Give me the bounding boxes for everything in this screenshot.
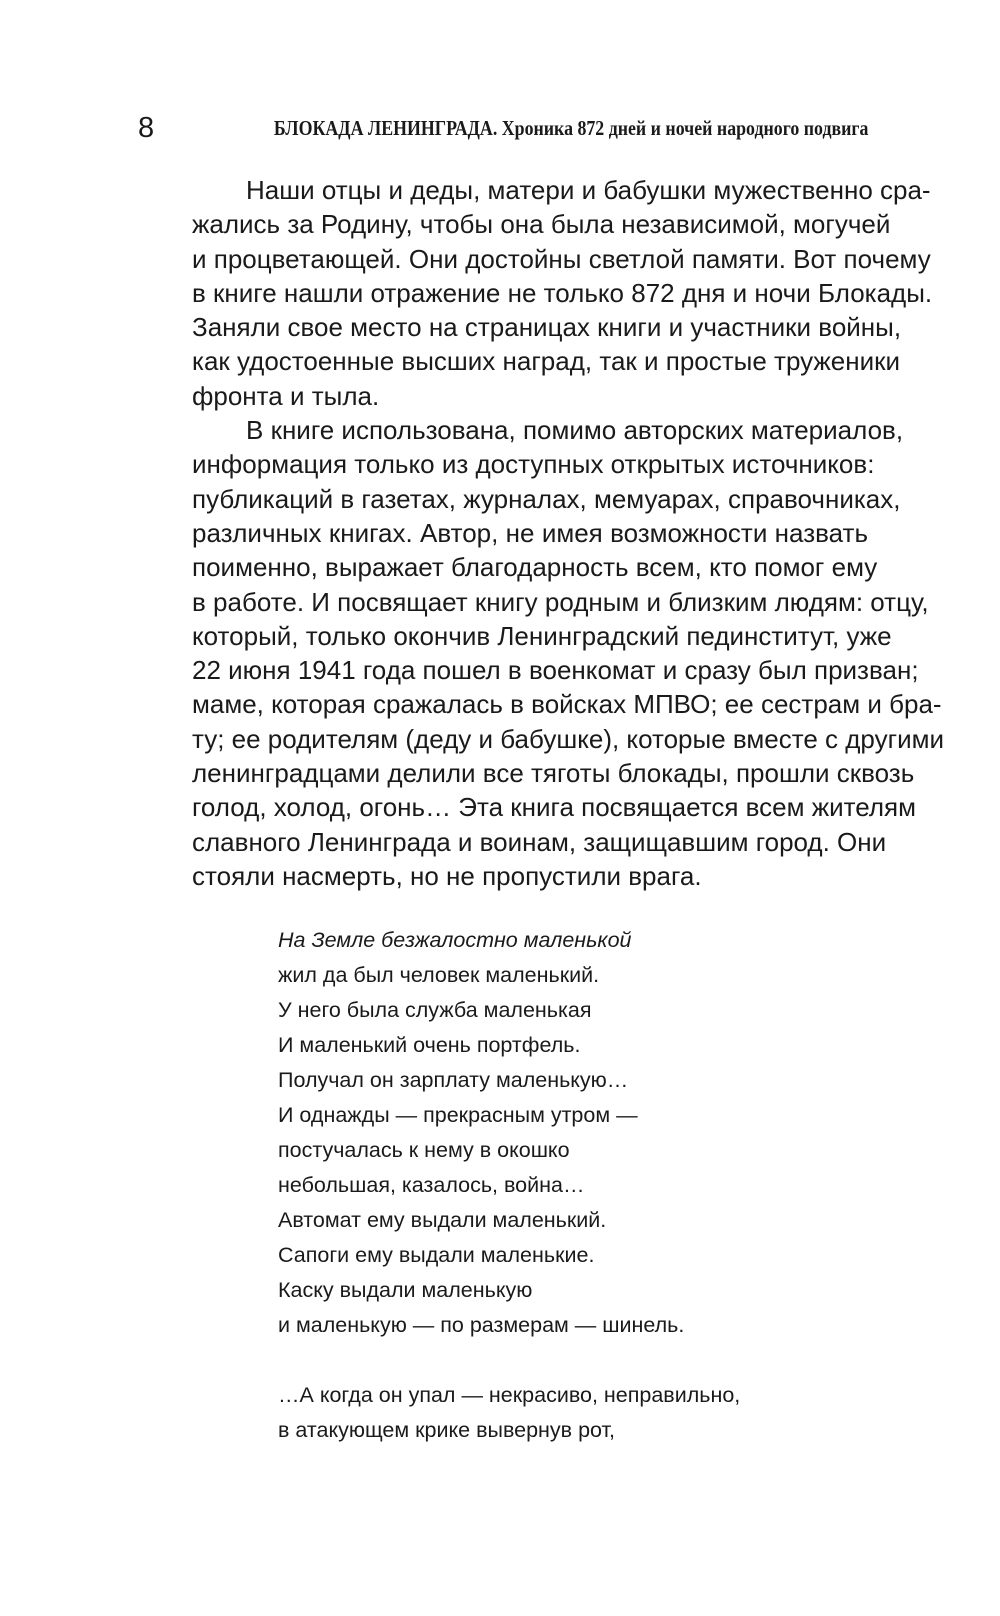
text-line: различных книгах. Автор, не имея возможности назвать — [192, 517, 868, 548]
text-line: голод, холод, огонь… Эта книга посвящается всем жителям — [192, 792, 916, 823]
text-line: маме, которая сражалась в войсках МПВО; ее сестрам и бра- — [192, 689, 942, 720]
text-line: Заняли свое место на страницах книги и участники войны, — [192, 312, 902, 343]
text-line: как удостоенные высших наград, так и простые труженики — [192, 346, 901, 377]
paragraph-2 — [138, 413, 945, 893]
text-line: В книге использована, помимо авторских материалов, — [246, 415, 904, 446]
poem-line: Получал он зарплату маленькую… — [278, 1068, 629, 1092]
paragraph-1 — [138, 173, 933, 413]
text-line: ту; ее родителям (деду и бабушке), которые вместе с другими — [192, 723, 945, 754]
page-number: 8 — [138, 112, 155, 144]
poem-line: Автомат ему выдали маленький. — [278, 1208, 607, 1232]
running-title: БЛОКАДА ЛЕНИНГРАДА. Хроника 872 дней и ночей народного подвига — [273, 116, 868, 140]
text-line: поименно, выражает благодарность всем, кто помог ему — [192, 552, 878, 583]
text-line: 22 июня 1941 года пошел в военкомат и сразу был призван; — [192, 655, 919, 686]
text-line: который, только окончив Ленинградский пединститут, уже — [192, 620, 892, 651]
poem-line: И маленький очень портфель. — [278, 1033, 581, 1057]
poem — [278, 923, 838, 1448]
text-line: фронта и тыла. — [192, 380, 380, 411]
text-line: информация только из доступных открытых источников: — [192, 449, 875, 480]
poem-line: в атакующем крике вывернув рот, — [278, 1418, 615, 1442]
text-line: ленинградцами делили все тяготы блокады, прошли сквозь — [192, 758, 915, 789]
poem-line: …А когда он упал — некрасиво, неправильно, — [278, 1383, 741, 1407]
poem-line: и маленькую — по размерам — шинель. — [278, 1313, 685, 1337]
text-line: в книге нашли отражение не только 872 дня и ночи Блокады. — [192, 277, 933, 308]
body-text — [138, 173, 945, 893]
text-line: славного Ленинграда и воинам, защищавшим город. Они — [192, 826, 887, 857]
text-line: публикаций в газетах, журналах, мемуарах, справочниках, — [192, 483, 901, 514]
stanza-break — [278, 1343, 838, 1378]
poem-line: жил да был человек маленький. — [278, 963, 600, 987]
poem-line: небольшая, казалось, война… — [278, 1173, 585, 1197]
poem-line: На Земле безжалостно маленькой — [278, 928, 632, 952]
poem-line: Каску выдали маленькую — [278, 1278, 533, 1302]
poem-line: Сапоги ему выдали маленькие. — [278, 1243, 595, 1267]
text-line: Наши отцы и деды, матери и бабушки мужественно сра- — [246, 175, 931, 205]
text-line: и процветающей. Они достойны светлой памяти. Вот почему — [192, 243, 931, 274]
poem-line: У него была служба маленькая — [278, 998, 592, 1022]
text-line: в работе. И посвящает книгу родным и близким людям: отцу, — [192, 586, 929, 617]
running-head — [138, 108, 868, 148]
text-line: стояли насмерть, но не пропустили врага. — [192, 860, 702, 891]
poem-line: постучалась к нему в окошко — [278, 1138, 570, 1162]
text-line: жались за Родину, чтобы она была независимой, могучей — [192, 209, 891, 240]
poem-line: И однажды — прекрасным утром — — [278, 1103, 638, 1127]
